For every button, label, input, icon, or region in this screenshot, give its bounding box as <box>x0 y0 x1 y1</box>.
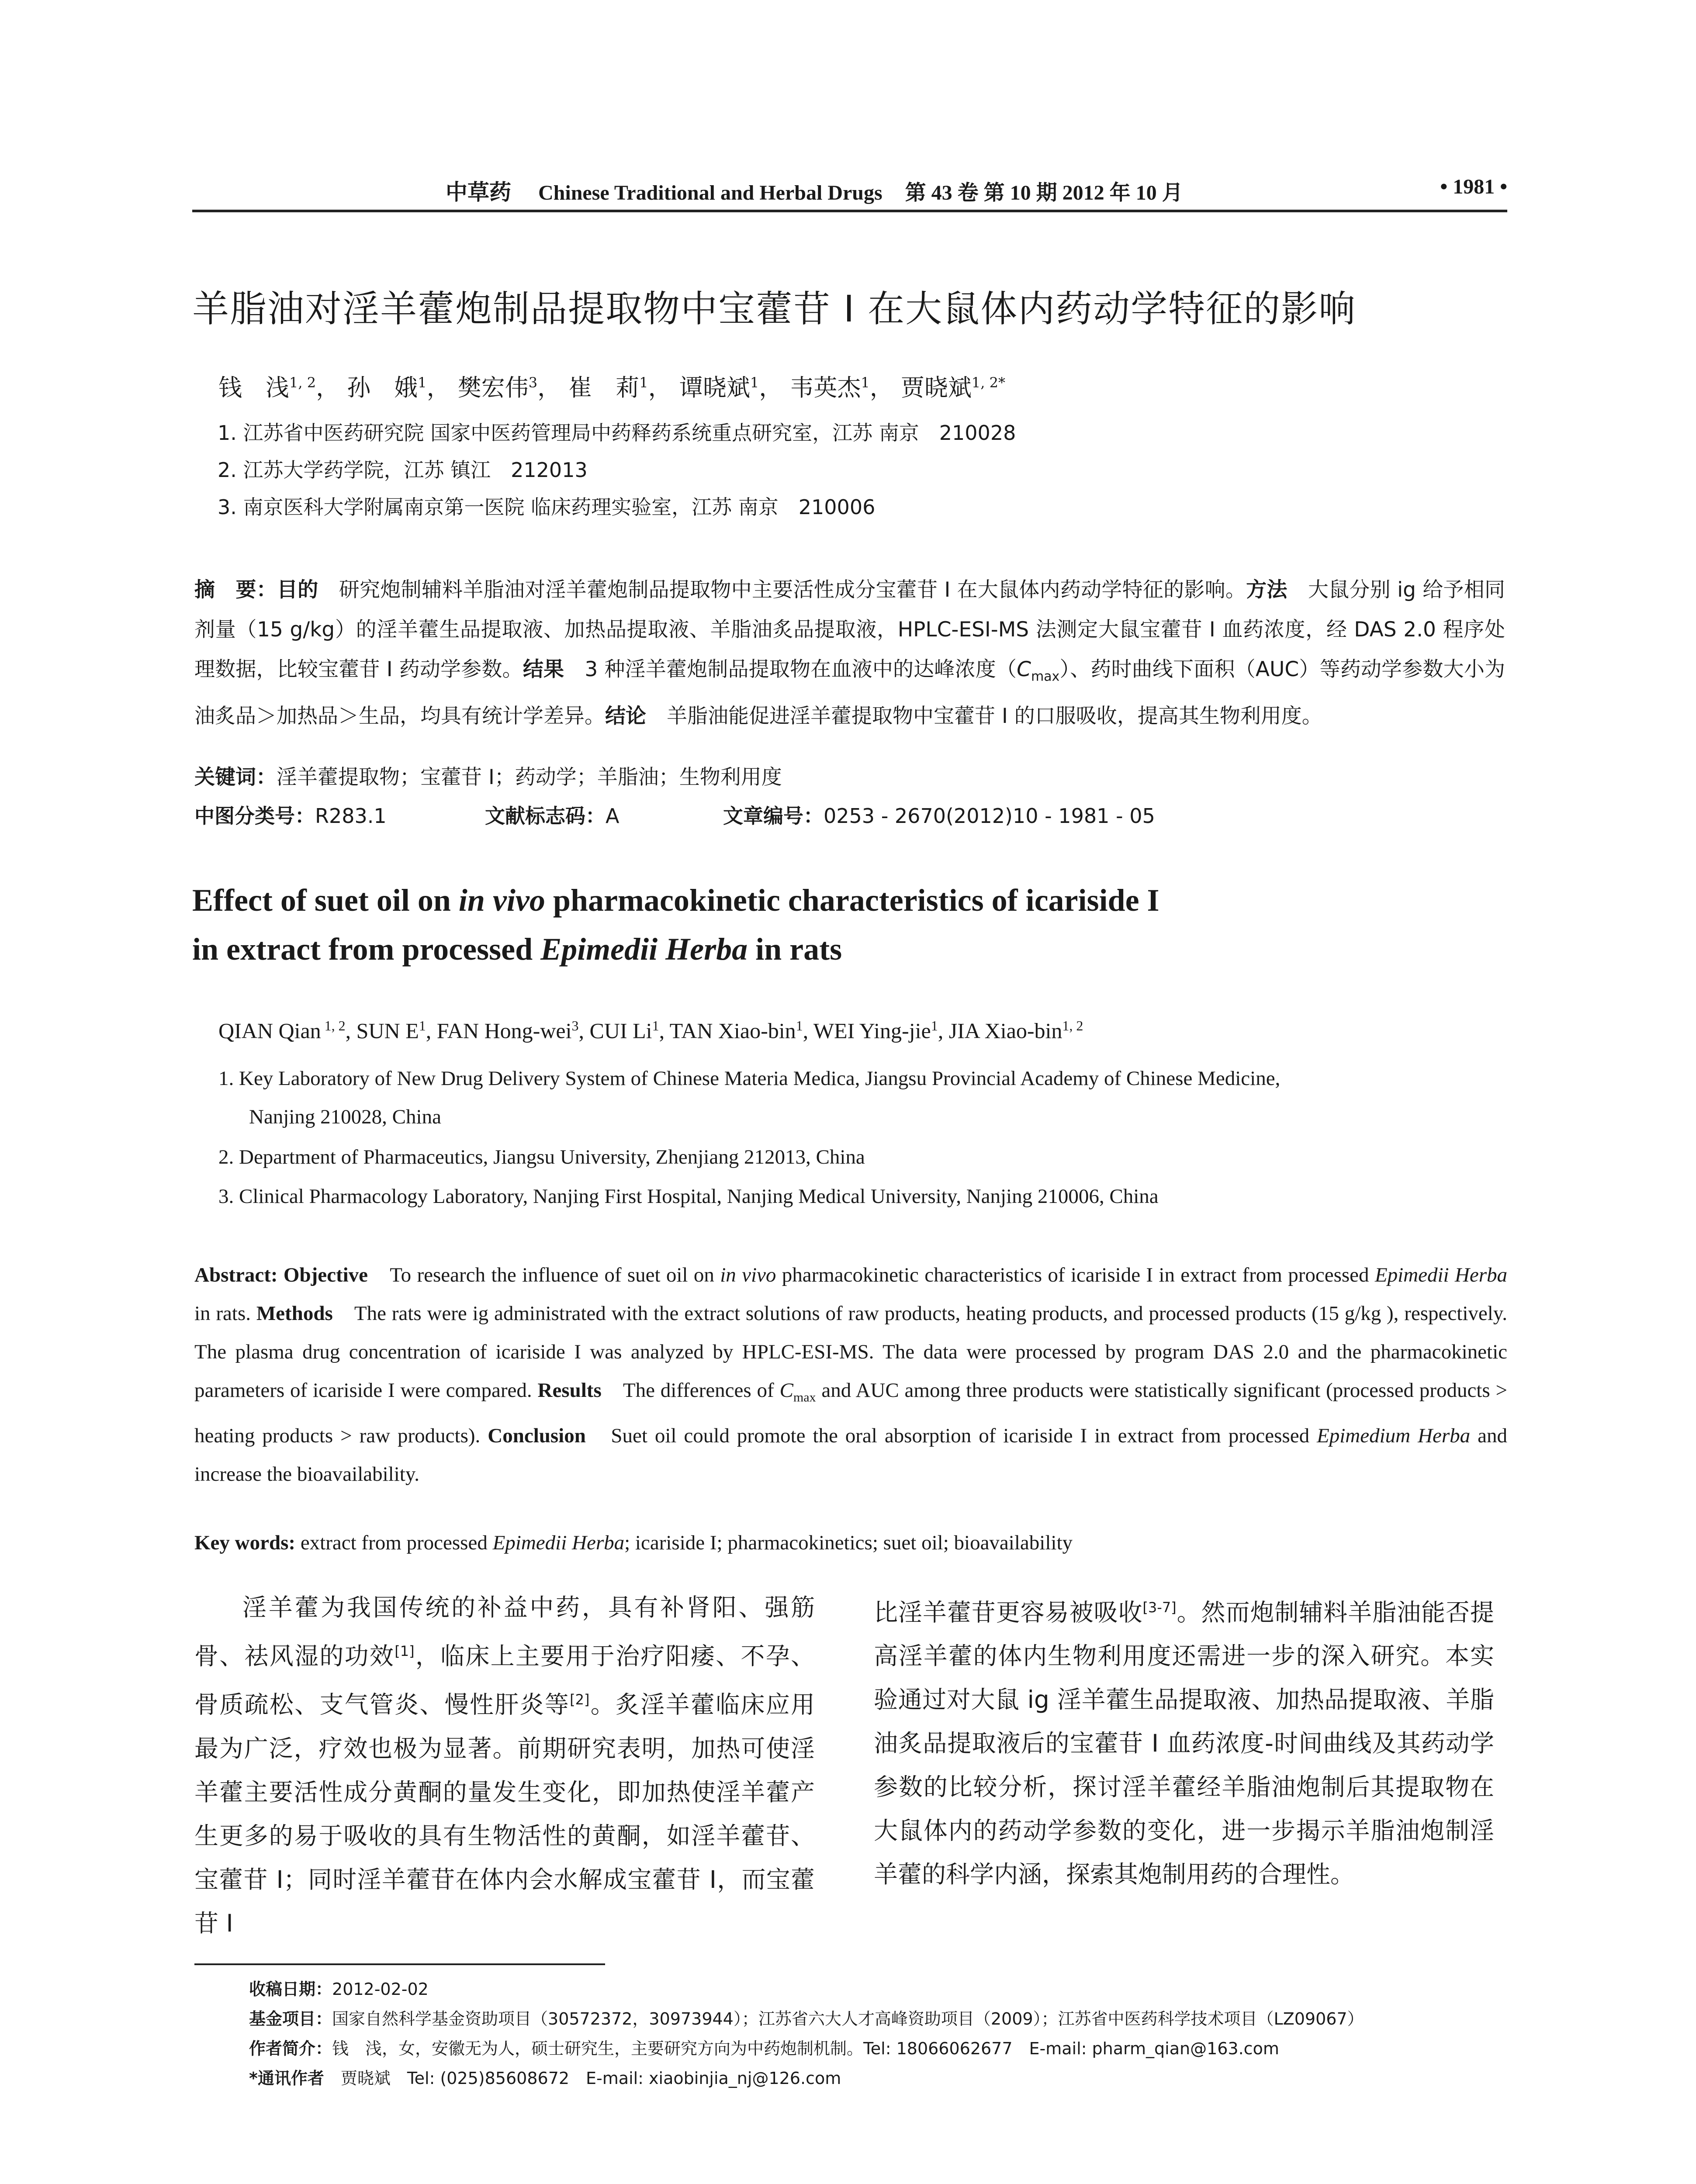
author-cn: 崔 莉 <box>568 374 640 401</box>
title-en-text: in extract from processed <box>192 932 541 967</box>
doc-value: A <box>606 804 620 828</box>
conclusion-en-text: Suet oil could promote the oral absorption of icariside I in extract from processed <box>585 1424 1317 1448</box>
author-en: JIA Xiao-bin <box>948 1018 1063 1043</box>
results-en-text-2: and AUC among three products were statistically significant (processed products > heating products > raw products). <box>194 1379 1507 1448</box>
journal-name-en: Chinese Traditional and Herbal Drugs <box>538 181 883 204</box>
author-cn-sup: 1, 2 <box>289 374 316 391</box>
author-en-sup: 1, 2 <box>321 1018 346 1033</box>
body-text: 淫羊藿为我国传统的补益中药，具有补肾阳、强筋骨、祛风湿的功效 <box>194 1593 815 1670</box>
clc-label: 中图分类号： <box>194 804 315 828</box>
citation: [1] <box>395 1643 415 1659</box>
abstract-en-text: in rats. <box>194 1302 256 1325</box>
affiliation-cn-2: 2. 江苏大学药学院，江苏 镇江 212013 <box>218 458 588 482</box>
results-en-label: Results <box>537 1379 602 1402</box>
body-text: ，临床上主要用于治疗阳痿、不孕、骨质疏松、支气管炎、慢性肝炎等 <box>194 1642 815 1719</box>
footnote-corresponding <box>249 2063 1516 2093</box>
citation: [2] <box>570 1691 590 1708</box>
article-label: 文章编号： <box>723 804 824 828</box>
methods-en-label: Methods <box>256 1302 333 1325</box>
author-cn-sup: 1 <box>418 374 427 391</box>
author-bio-text: 钱 浅，女，安徽无为人，硕士研究生，主要研究方向为中药炮制机制。Tel: 18066062677 E-mail: pharm_qian@163.com <box>332 2039 1279 2058</box>
page-number: • 1981 • <box>1440 175 1507 198</box>
journal-info <box>446 175 1183 206</box>
methods-label: 方法 <box>1246 578 1288 602</box>
author-en: SUN E <box>356 1018 419 1043</box>
clc-value: R283.1 <box>315 804 387 828</box>
conclusion-en-text-2: and increase the bioavailability. <box>194 1424 1507 1486</box>
cmax-en-subscript: max <box>793 1390 816 1405</box>
cmax-en-symbol: C <box>779 1379 793 1402</box>
affiliation-cn-3: 3. 南京医科大学附属南京第一医院 临床药理实验室，江苏 南京 210006 <box>218 495 876 519</box>
corresponding-text: 贾晓斌 Tel: (025)85608672 E-mail: xiaobinjia_nj@126.com <box>324 2069 841 2088</box>
title-cn: 羊脂油对淫羊藿炮制品提取物中宝藿苷 I 在大鼠体内药动学特征的影响 <box>192 287 1357 330</box>
author-cn-sup: 1 <box>639 374 648 391</box>
keywords-en-italic: Epimedii Herba <box>492 1531 625 1554</box>
footnote-fund <box>249 2004 1516 2034</box>
keywords-cn-label: 关键词： <box>194 765 277 789</box>
keywords-en-label: Key words: <box>194 1531 296 1554</box>
journal-name-cn: 中草药 <box>446 180 511 204</box>
objective-label: 目的 <box>277 578 318 602</box>
author-en-sup: 1 <box>931 1018 938 1033</box>
author-en: CUI Li <box>589 1018 652 1043</box>
title-en-text: in rats <box>748 932 842 967</box>
title-en <box>192 876 1507 974</box>
footnote-received <box>249 1974 1516 2004</box>
results-label: 结果 <box>523 657 564 681</box>
author-en: QIAN Qian <box>218 1018 321 1043</box>
doc-label: 文献标志码： <box>485 804 606 828</box>
author-cn-sup: 1 <box>861 374 870 391</box>
author-en: TAN Xiao-bin <box>669 1018 796 1043</box>
authors-cn: 钱 浅$^{1, 2}$， 孙 娥$^1$， 樊宏伟$^3$， 崔 莉$^1$， 谭晓斌$^1$， 韦英杰$^1$， 贾晓斌$^{1, 2*}$ <box>218 374 1005 401</box>
title-en-italic: Epimedii Herba <box>540 932 748 967</box>
author-cn: 韦英杰 <box>790 374 861 401</box>
footnotes <box>249 1974 1516 2093</box>
author-cn: 孙 娥 <box>347 374 418 401</box>
author-en: FAN Hong-wei <box>436 1018 572 1043</box>
fund-label: 基金项目： <box>249 2009 332 2028</box>
issue-info: 第 43 卷 第 10 期 2012 年 10 月 <box>905 181 1183 204</box>
clc-code <box>194 800 387 829</box>
fund-text: 国家自然科学基金资助项目（30572372，30973944）；江苏省六大人才高峰资助项目（2009）；江苏省中医药科学技术项目（LZ09067） <box>332 2009 1364 2028</box>
results-en-text: The differences of <box>601 1379 780 1402</box>
body-text: 比淫羊藿苷更容易被吸收 <box>874 1598 1143 1627</box>
received-label: 收稿日期： <box>249 1980 332 1999</box>
conclusion-en-italic: Epimedium Herba <box>1317 1424 1471 1448</box>
author-cn: 贾晓斌 <box>900 374 972 401</box>
affiliation-en-1 <box>218 1059 1512 1136</box>
body-column-left <box>194 1586 815 1945</box>
corresponding-label: *通讯作者 <box>249 2069 324 2088</box>
author-en-sup: 1 <box>419 1018 426 1033</box>
running-header <box>192 175 1507 212</box>
affiliation-en-3: 3. Clinical Pharmacology Laboratory, Nanjing First Hospital, Nanjing Medical University, Nanjing 210006, China <box>218 1185 1159 1208</box>
abstract-en <box>194 1256 1507 1493</box>
title-en-text: pharmacokinetic characteristics of icariside I <box>545 883 1160 918</box>
keywords-en-text-2: ; icariside I; pharmacokinetics; suet oil; bioavailability <box>624 1531 1073 1554</box>
methods-text: 大鼠分别 ig 给予相同剂量（15 g/kg）的淫羊藿生品提取液、加热品提取液、羊脂油炙品提取液，HPLC-ESI-MS 法测定大鼠宝藿苷 I 血药浓度，经 DAS 2.0 程序处理数据，比较宝藿苷 I 药动学参数。 <box>194 578 1505 681</box>
classification-line <box>194 800 1505 826</box>
title-en-text: Effect of suet oil on <box>192 883 459 918</box>
doc-code <box>485 800 619 829</box>
abstract-en-italic: Epimedii Herba <box>1374 1264 1507 1286</box>
author-cn-sup: 1, 2* <box>971 374 1005 391</box>
author-en-sup: 1 <box>652 1018 659 1033</box>
objective-text: 研究炮制辅料羊脂油对淫羊藿炮制品提取物中主要活性成分宝藿苷 I 在大鼠体内药动学特征的影响。 <box>318 578 1246 602</box>
author-en-sup: 1, 2 <box>1062 1018 1083 1033</box>
keywords-cn-text: 淫羊藿提取物；宝藿苷 I；药动学；羊脂油；生物利用度 <box>277 765 782 789</box>
conclusion-en-label: Conclusion <box>488 1424 586 1448</box>
keywords-en <box>194 1531 1507 1555</box>
affiliation-en-1-line2: Nanjing 210028, China <box>249 1106 441 1128</box>
author-bio-label: 作者简介： <box>249 2039 332 2058</box>
body-text: 。炙淫羊藿临床应用最为广泛，疗效也极为显著。前期研究表明，加热可使淫羊藿主要活性成分黄酮的量发生变化，即加热使淫羊藿产生更多的易于吸收的具有生物活性的黄酮，如淫羊藿苷、宝藿苷 I；同时淫羊藿苷在体内会水解成宝藿苷 I，而宝藿苷 I <box>194 1690 815 1937</box>
body-text: 。然而炮制辅料羊脂油能否提高淫羊藿的体内生物利用度还需进一步的深入研究。本实验通过对大鼠 ig 淫羊藿生品提取液、加热品提取液、羊脂油炙品提取液后的宝藿苷 I 血药浓度-时间曲线及其药动学参数的比较分析，探讨淫羊藿经羊脂油炮制后其提取物在大鼠体内的药动学参数的变化，进一步揭示羊脂油炮制淫羊藿的科学内涵，探索其炮制用药的合理性。 <box>874 1598 1494 1889</box>
abstract-en-text: pharmacokinetic characteristics of icariside I in extract from processed <box>776 1264 1375 1286</box>
author-cn: 钱 浅 <box>218 374 289 401</box>
results-text-2: ）、药时曲线下面积（AUC）等药动学参数大小为油炙品＞加热品＞生品，均具有统计学差异。 <box>194 657 1506 729</box>
author-en: WEI Ying-jie <box>813 1018 931 1043</box>
cmax-symbol: C <box>1017 657 1031 681</box>
abstract-cn <box>194 570 1505 736</box>
author-en-sup: 3 <box>571 1018 579 1033</box>
affiliation-en-1-line1: 1. Key Laboratory of New Drug Delivery System of Chinese Materia Medica, Jiangsu Provincial Academy of Chinese Medicine, <box>218 1067 1281 1090</box>
abstract-en-text: To research the influence of suet oil on <box>368 1264 720 1286</box>
affiliation-en-2: 2. Department of Pharmaceutics, Jiangsu University, Zhenjiang 212013, China <box>218 1146 865 1168</box>
keywords-cn <box>194 761 782 790</box>
author-cn-sup: 1 <box>750 374 759 391</box>
abstract-en-label: Abstract: Objective <box>194 1264 368 1286</box>
title-en-italic: in vivo <box>458 883 545 918</box>
citation: [3-7] <box>1142 1599 1177 1616</box>
conclusion-text: 羊脂油能促进淫羊藿提取物中宝藿苷 I 的口服吸收，提高其生物利用度。 <box>646 704 1322 729</box>
author-cn: 樊宏伟 <box>457 374 529 401</box>
cmax-subscript: max <box>1031 669 1060 684</box>
article-number <box>723 800 1155 829</box>
body-column-right <box>874 1586 1494 1896</box>
abstract-cn-label: 摘 要： <box>194 578 277 602</box>
footnote-author <box>249 2034 1516 2063</box>
affiliation-cn-1: 1. 江苏省中医药研究院 国家中医药管理局中药释药系统重点研究室，江苏 南京 210028 <box>218 421 1016 445</box>
abstract-en-italic: in vivo <box>720 1264 776 1286</box>
author-en-sup: 1 <box>796 1018 803 1033</box>
keywords-en-text: extract from processed <box>295 1531 493 1554</box>
article-value: 0253 - 2670(2012)10 - 1981 - 05 <box>824 804 1155 828</box>
author-cn: 谭晓斌 <box>679 374 750 401</box>
received-date: 2012-02-02 <box>332 1980 429 1999</box>
methods-en-text: The rats were ig administrated with the extract solutions of raw products, heating products, and processed products (15 g/kg ), respectively. The plasma drug concentration of icariside I was analyzed by HPLC-ESI-MS. The data were processed by program DAS 2.0 and the pharmacokinetic parameters of icariside I were compared. <box>194 1302 1507 1402</box>
footnote-divider <box>194 1963 605 1965</box>
conclusion-label: 结论 <box>605 704 646 729</box>
authors-en: QIAN Qian $^{1, 2}$, SUN $E^1$, FAN Hong-wei$^3$, CUI Li$^1$, TAN Xiao-bin$^1$, WEI Ying-jie$^1$, JIA Xiao-bin$^{1, 2}$ <box>218 1018 1083 1043</box>
results-text: 3 种淫羊藿炮制品提取物在血液中的达峰浓度（ <box>564 657 1017 681</box>
author-cn-sup: 3 <box>528 374 538 391</box>
